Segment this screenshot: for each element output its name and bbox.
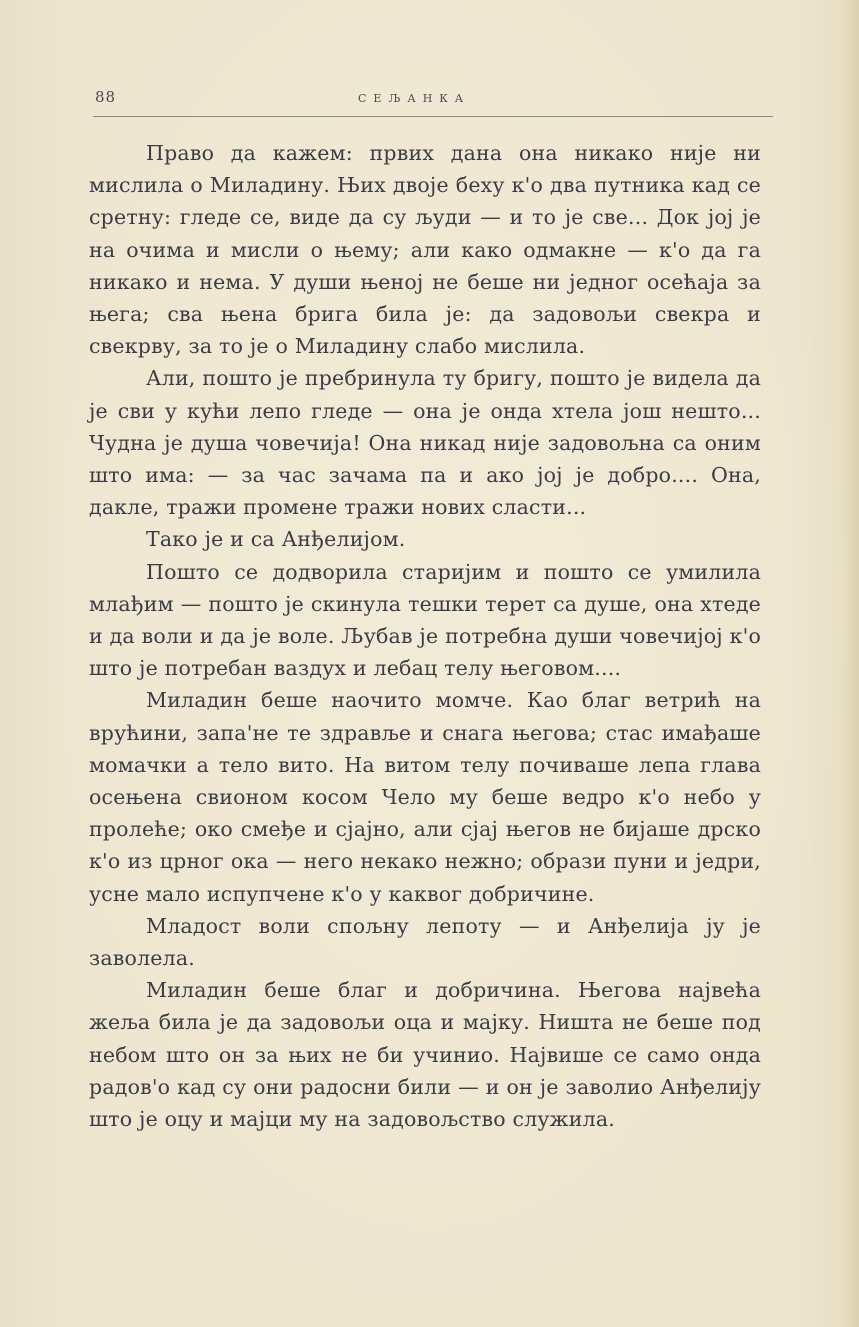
paragraph: Миладин беше наочито момче. Као благ ветрић на врућини, запа'не те здравље и снага његова; стас имађаше момачки а тело вито. На витом телу почиваше лепа глава осењена свионом косом Чело му беше ведро к'о небо у пролеће; око смеђе и сјајно, али сјај његов не бијаше дрско к'о из црног ока — него некако нежно; образи пуни и једри, усне мало испупчене к'о у каквог добричине. [89, 688, 761, 906]
page-header [93, 86, 773, 117]
paragraph: Право да кажем: првих дана она никако није ни мислила о Миладину. Њих двоје беху к'о два путника кад се сретну: гледе се, виде да су људи — и то је све... Док јој је на очима и мисли о њему; али како одмакне — к'о да га никако и нема. У души њеној не беше ни једног осећаја за њега; сва њена брига била је: да задовољи свекра и свекрву, за то је о Миладину слабо мислила. [89, 141, 761, 359]
paragraph: Миладин беше благ и добричина. Његова највећа жеља била је да задовољи оца и мајку. Ништа не беше под небом што он за њих не би учинио. Највише се само онда радов'о кад су они радосни били — и он је заволио Анђелију што је оцу и мајци му на задовољство служила. [89, 978, 761, 1132]
page-edge-shadow [843, 0, 859, 1327]
paragraph: Младост воли спољну лепоту — и Анђелија ју је заволела. [89, 913, 761, 971]
body-text [89, 137, 761, 1135]
paragraph: Тако је и са Анђелијом. [146, 527, 406, 552]
paragraph: Али, пошто је пребринула ту бригу, пошто је видела да је сви у кући лепо гледе — она је онда хтела још нешто... Чудна је душа човечија! Она никад није задовољна са оним што има: — за час зачама па и ако јој је добро.... Она, дакле, тражи промене тражи нових сласти... [89, 366, 761, 520]
running-title: СЕЉАНКА [358, 92, 471, 105]
paragraph: Пошто се додворила старијим и пошто се умилила млађим — пошто је скинула тешки терет са душе, она хтеде и да воли и да је воле. Љубав је потребна души човечијој к'о што је потребан ваздух и лебац телу његовом.... [89, 559, 761, 681]
page-number: 88 [95, 88, 117, 106]
